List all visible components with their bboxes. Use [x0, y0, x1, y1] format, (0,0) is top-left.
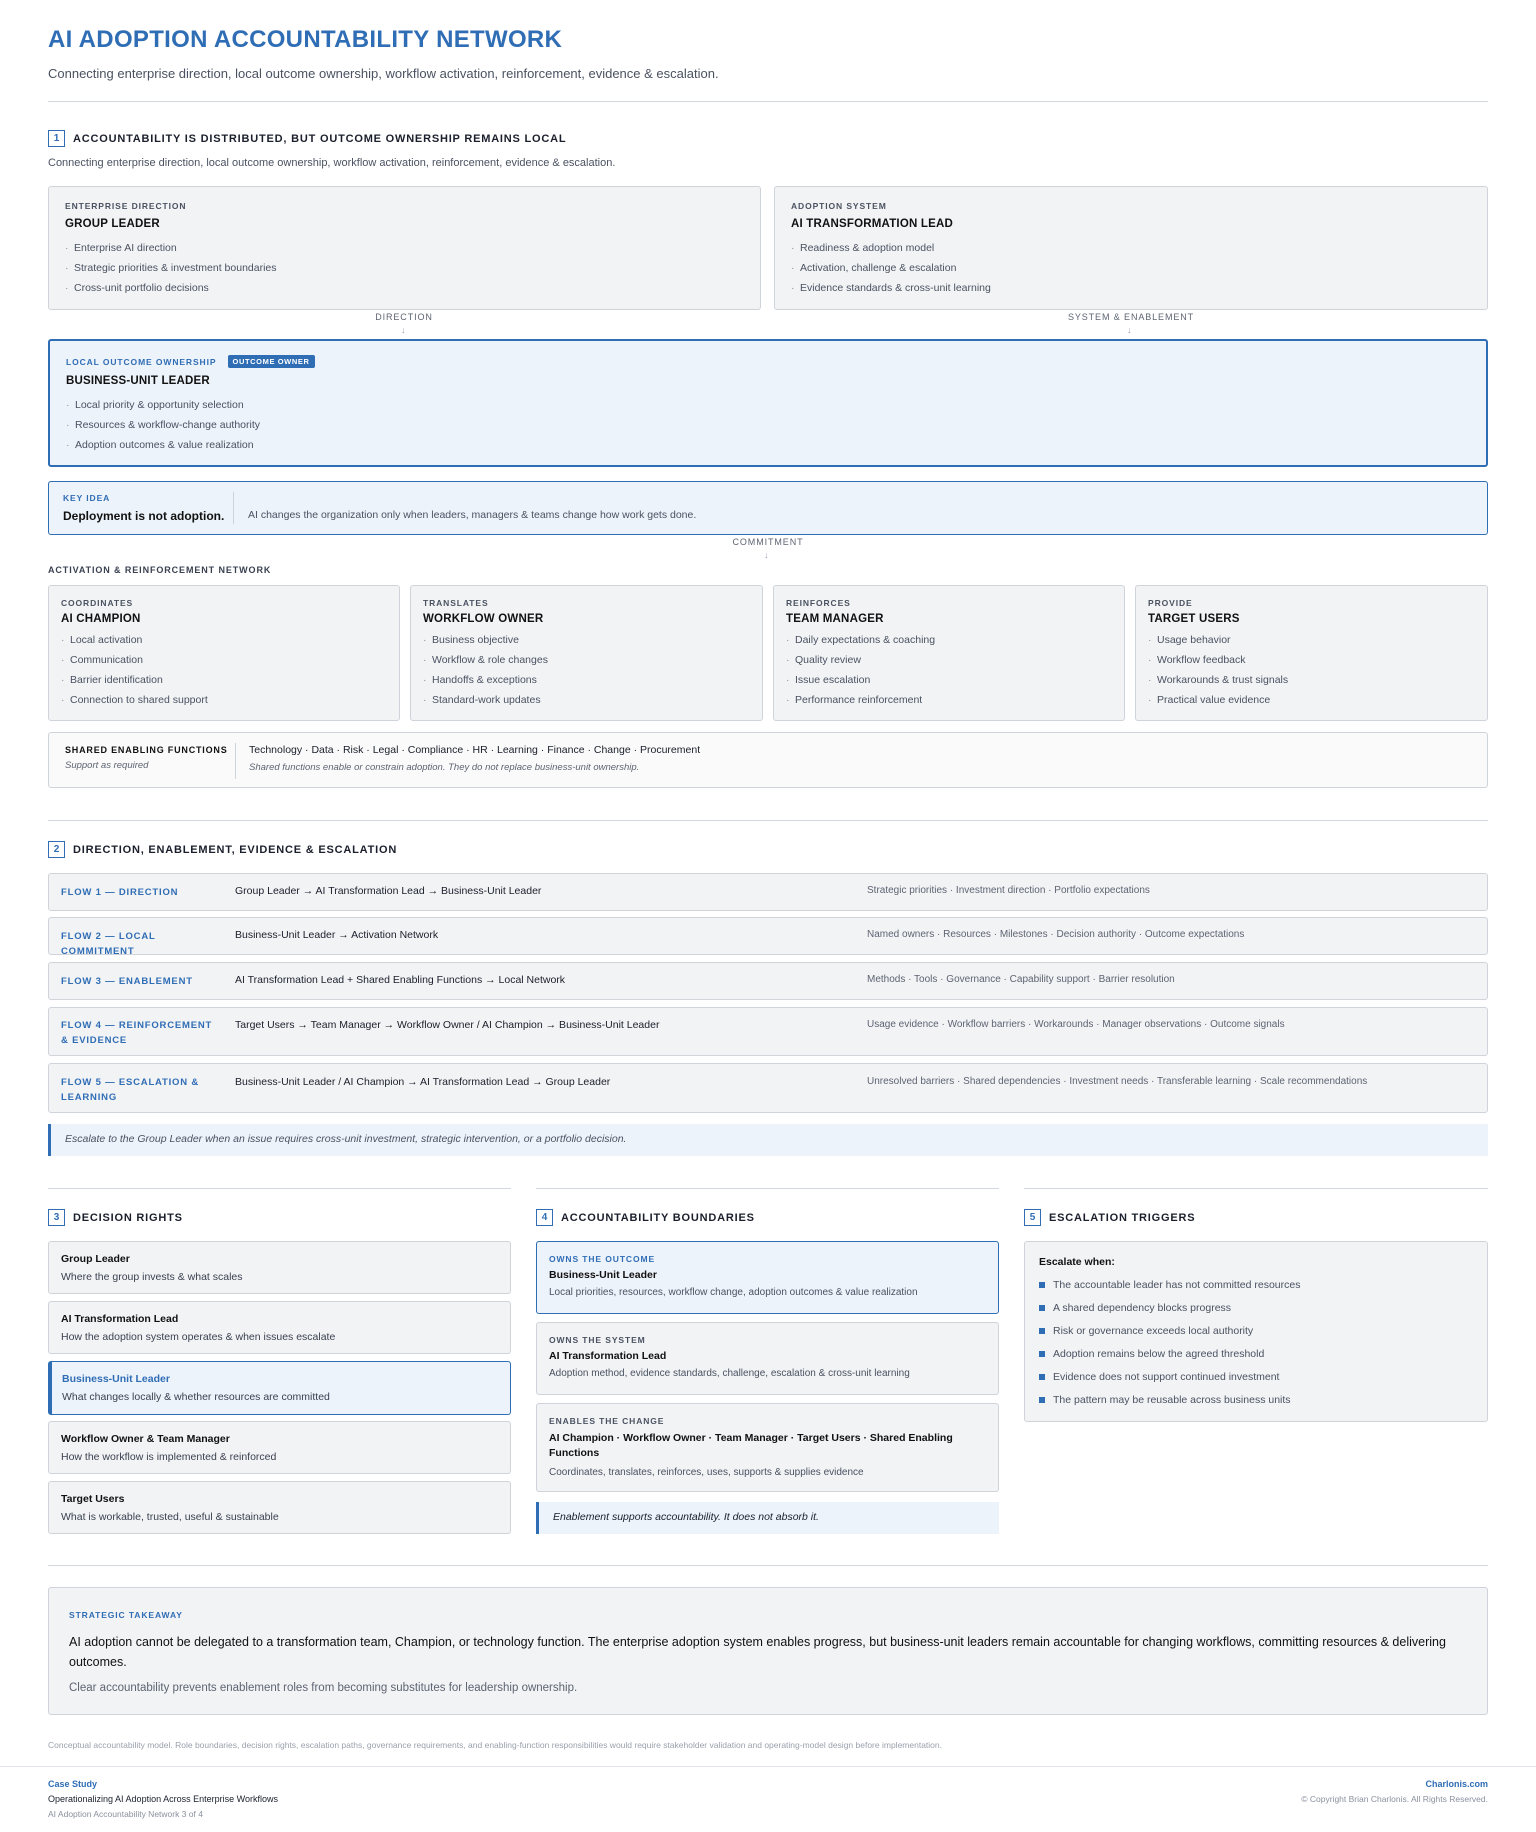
bullet-item: · Local activation	[61, 630, 208, 650]
boundary-eyebrow: OWNS THE OUTCOME	[549, 1254, 656, 1264]
bullet-item: · Activation, challenge & escalation	[791, 258, 991, 278]
bullet-item: · Communication	[61, 650, 208, 670]
bullet-item: · Standard-work updates	[423, 690, 548, 710]
strategic-takeaway-card	[48, 1587, 1488, 1715]
flow-path: AI Transformation Lead + Shared Enabling Functions → Local Network	[235, 974, 566, 986]
escalation-triggers-card	[1024, 1241, 1488, 1422]
trigger-item: Evidence does not support continued investment	[1039, 1366, 1300, 1389]
shared-title: SHARED ENABLING FUNCTIONS	[65, 745, 228, 755]
accent-bar	[49, 1362, 52, 1414]
takeaway-sub: Clear accountability prevents enablement roles from becoming substitutes for leadership ownership.	[69, 1682, 578, 1694]
section-number: 3	[48, 1209, 65, 1226]
bullet-item: · Adoption outcomes & value realization	[66, 435, 315, 455]
flow-path: Target Users → Team Manager → Workflow Owner / AI Champion → Business-Unit Leader	[235, 1019, 660, 1031]
bullet-item: · Business objective	[423, 630, 548, 650]
decision-right-title: AI Transformation Lead	[61, 1313, 179, 1325]
card-eyebrow: ENTERPRISE DIRECTION	[65, 201, 187, 211]
boundary-title: AI Champion · Workflow Owner · Team Manager · Target Users · Shared Enabling Functions	[549, 1432, 953, 1459]
flow-row	[48, 962, 1488, 1000]
card-bullets	[786, 630, 935, 710]
shared-list: Technology · Data · Risk · Legal · Compliance · HR · Learning · Finance · Change · Procurement	[249, 744, 701, 756]
boundary-eyebrow: ENABLES THE CHANGE	[549, 1416, 665, 1426]
key-idea-card	[48, 481, 1488, 535]
decision-right-card	[48, 1481, 511, 1534]
section-title: ACCOUNTABILITY IS DISTRIBUTED, BUT OUTCOME OWNERSHIP REMAINS LOCAL	[73, 132, 567, 145]
section-4-heading	[536, 1209, 755, 1226]
section-2-heading	[48, 841, 397, 858]
target-users-card	[1135, 585, 1488, 721]
trigger-item: Adoption remains below the agreed threshold	[1039, 1343, 1300, 1366]
divider	[48, 1565, 1488, 1566]
key-idea-text: AI changes the organization only when leaders, managers & teams change how work gets done.	[248, 509, 697, 521]
connector-label-commitment: COMMITMENT	[732, 537, 804, 547]
decision-right-card	[48, 1241, 511, 1294]
key-idea-eyebrow: KEY IDEA	[63, 493, 111, 503]
page-title: AI ADOPTION ACCOUNTABILITY NETWORK	[48, 26, 563, 53]
card-bullets	[61, 630, 208, 710]
workflow-owner-card	[410, 585, 763, 721]
decision-right-text: What changes locally & whether resources are committed	[62, 1391, 330, 1403]
boundary-title: Business-Unit Leader	[549, 1269, 657, 1281]
takeaway-text: AI adoption cannot be delegated to a transformation team, Champion, or technology function. The enterprise adoption system enables progress, but business-unit leaders remain accountable for changing workflows, committing resources & delivering outcomes.	[69, 1635, 1446, 1669]
divider	[48, 1188, 511, 1189]
card-title: AI CHAMPION	[61, 613, 141, 625]
key-idea-headline: Deployment is not adoption.	[63, 509, 225, 523]
card-bullets	[1148, 630, 1288, 710]
triggers-list	[1039, 1274, 1300, 1412]
footer-study: Operationalizing AI Adoption Across Enterprise Workflows	[48, 1794, 278, 1804]
arrow-down-icon: ↓	[401, 325, 406, 335]
boundary-text: Local priorities, resources, workflow change, adoption outcomes & value realization	[549, 1287, 918, 1298]
divider	[48, 820, 1488, 821]
decision-right-card	[48, 1421, 511, 1474]
decision-right-title: Workflow Owner & Team Manager	[61, 1433, 230, 1445]
network-label: ACTIVATION & REINFORCEMENT NETWORK	[48, 565, 272, 575]
bullet-item: · Issue escalation	[786, 670, 935, 690]
section-5-heading	[1024, 1209, 1195, 1226]
flow-path: Group Leader → AI Transformation Lead → Business-Unit Leader	[235, 885, 542, 897]
bullet-item: · Strategic priorities & investment boundaries	[65, 258, 277, 278]
page-subtitle: Connecting enterprise direction, local outcome ownership, workflow activation, reinforcement, evidence & escalation.	[48, 66, 719, 81]
flow-row	[48, 873, 1488, 911]
card-eyebrow: TRANSLATES	[423, 598, 489, 608]
flow-label: FLOW 2 — LOCAL COMMITMENT	[61, 931, 156, 957]
boundary-text: Coordinates, translates, reinforces, uses, supports & supplies evidence	[549, 1467, 864, 1478]
footer-right	[1301, 1779, 1488, 1804]
bullet-item: · Daily expectations & coaching	[786, 630, 935, 650]
flow-row	[48, 1007, 1488, 1056]
ai-champion-card	[48, 585, 400, 721]
connector-label-direction: DIRECTION	[375, 312, 433, 322]
card-title: TARGET USERS	[1148, 613, 1240, 625]
bullet-item: · Workflow feedback	[1148, 650, 1288, 670]
boundary-card-system	[536, 1322, 999, 1395]
flow-detail: Unresolved barriers · Shared dependencies · Investment needs · Transferable learning · Scale recommendations	[867, 1076, 1368, 1087]
boundary-title: AI Transformation Lead	[549, 1350, 667, 1362]
section-title: DECISION RIGHTS	[73, 1211, 183, 1224]
card-title: BUSINESS-UNIT LEADER	[66, 375, 210, 387]
footer-copyright: © Copyright Brian Charlonis. All Rights Reserved.	[1301, 1794, 1488, 1804]
arrow-down-icon: ↓	[1127, 325, 1132, 335]
disclaimer: Conceptual accountability model. Role boundaries, decision rights, escalation paths, governance requirements, and enabling-function responsibilities would require stakeholder validation and operating-model design before implementation.	[48, 1740, 942, 1750]
decision-right-text: How the adoption system operates & when issues escalate	[61, 1331, 336, 1343]
bullet-item: · Handoffs & exceptions	[423, 670, 548, 690]
card-eyebrow: PROVIDE	[1148, 598, 1193, 608]
group-leader-card	[48, 186, 761, 310]
shared-enabling-functions-card	[48, 732, 1488, 788]
boundary-card-outcome	[536, 1241, 999, 1314]
flow-label: FLOW 5 — ESCALATION & LEARNING	[61, 1077, 200, 1103]
flow-detail: Methods · Tools · Governance · Capability support · Barrier resolution	[867, 974, 1175, 985]
flow-detail: Strategic priorities · Investment direction · Portfolio expectations	[867, 885, 1150, 896]
flow-row	[48, 1063, 1488, 1113]
flow-row	[48, 917, 1488, 955]
bullet-item: · Workarounds & trust signals	[1148, 670, 1288, 690]
bullet-item: · Evidence standards & cross-unit learning	[791, 278, 991, 298]
shared-sub: Support as required	[65, 760, 149, 771]
card-title: AI TRANSFORMATION LEAD	[791, 218, 953, 230]
section-number: 2	[48, 841, 65, 858]
card-eyebrow-text: LOCAL OUTCOME OWNERSHIP	[66, 357, 217, 367]
bullet-item: · Enterprise AI direction	[65, 238, 277, 258]
card-bullets	[65, 238, 277, 298]
section-subtitle: Connecting enterprise direction, local outcome ownership, workflow activation, reinforcement, evidence & escalation.	[48, 157, 616, 169]
escalation-note: Escalate to the Group Leader when an issue requires cross-unit investment, strategic intervention, or a portfolio decision.	[48, 1124, 1488, 1156]
footer-label: Case Study	[48, 1779, 98, 1789]
section-title: DIRECTION, ENABLEMENT, EVIDENCE & ESCALATION	[73, 843, 398, 856]
takeaway-eyebrow: STRATEGIC TAKEAWAY	[69, 1610, 183, 1620]
footer-left	[48, 1779, 278, 1819]
bullet-item: · Cross-unit portfolio decisions	[65, 278, 277, 298]
card-title: GROUP LEADER	[65, 218, 160, 230]
trigger-item: Risk or governance exceeds local authority	[1039, 1320, 1300, 1343]
divider	[0, 1766, 1536, 1767]
outcome-owner-badge: OUTCOME OWNER	[228, 355, 315, 368]
bullet-item: · Local priority & opportunity selection	[66, 395, 315, 415]
decision-right-card-highlighted	[48, 1361, 511, 1415]
flow-path: Business-Unit Leader → Activation Network	[235, 929, 439, 941]
trigger-item: The pattern may be reusable across business units	[1039, 1389, 1300, 1412]
card-eyebrow: REINFORCES	[786, 598, 851, 608]
footer-site-link[interactable]: Charlonis.com	[1425, 1779, 1488, 1789]
team-manager-card	[773, 585, 1125, 721]
card-title: TEAM MANAGER	[786, 613, 884, 625]
decision-right-card	[48, 1301, 511, 1354]
decision-right-text: Where the group invests & what scales	[61, 1271, 243, 1283]
bullet-item: · Workflow & role changes	[423, 650, 548, 670]
divider	[235, 743, 236, 779]
boundary-card-change	[536, 1403, 999, 1492]
ai-transformation-lead-card	[774, 186, 1488, 310]
divider	[233, 492, 234, 524]
divider	[1024, 1188, 1488, 1189]
boundary-eyebrow: OWNS THE SYSTEM	[549, 1335, 646, 1345]
section-title: ACCOUNTABILITY BOUNDARIES	[561, 1211, 755, 1224]
flow-detail: Usage evidence · Workflow barriers · Workarounds · Manager observations · Outcome signals	[867, 1019, 1285, 1030]
flow-label: FLOW 3 — ENABLEMENT	[61, 976, 193, 987]
trigger-item: The accountable leader has not committed resources	[1039, 1274, 1300, 1297]
card-bullets	[791, 238, 991, 298]
bullet-item: · Resources & workflow-change authority	[66, 415, 315, 435]
arrow-down-icon: ↓	[764, 550, 769, 560]
business-unit-leader-card	[48, 339, 1488, 467]
boundary-text: Adoption method, evidence standards, challenge, escalation & cross-unit learning	[549, 1368, 910, 1379]
bullet-item: · Quality review	[786, 650, 935, 670]
bullet-item: · Usage behavior	[1148, 630, 1288, 650]
flow-label: FLOW 1 — DIRECTION	[61, 887, 179, 898]
bullet-item: · Connection to shared support	[61, 690, 208, 710]
card-bullets	[423, 630, 548, 710]
bullet-item: · Readiness & adoption model	[791, 238, 991, 258]
footer-page: AI Adoption Accountability Network 3 of 4	[48, 1809, 203, 1819]
section-number: 4	[536, 1209, 553, 1226]
card-eyebrow	[66, 355, 315, 368]
card-title: WORKFLOW OWNER	[423, 613, 544, 625]
decision-right-title: Group Leader	[61, 1253, 130, 1265]
divider	[48, 101, 1488, 102]
card-eyebrow: COORDINATES	[61, 598, 134, 608]
decision-right-text: What is workable, trusted, useful & sustainable	[61, 1511, 279, 1523]
card-eyebrow: ADOPTION SYSTEM	[791, 201, 887, 211]
section-number: 1	[48, 130, 65, 147]
connector-label-system: SYSTEM & ENABLEMENT	[1067, 312, 1195, 322]
shared-note: Shared functions enable or constrain adoption. They do not replace business-unit ownership.	[249, 762, 640, 773]
enablement-note: Enablement supports accountability. It does not absorb it.	[536, 1502, 999, 1534]
decision-right-title: Target Users	[61, 1493, 125, 1505]
bullet-item: · Practical value evidence	[1148, 690, 1288, 710]
section-title: ESCALATION TRIGGERS	[1049, 1211, 1196, 1224]
section-1-heading	[48, 130, 566, 147]
bullet-item: · Barrier identification	[61, 670, 208, 690]
card-bullets	[66, 395, 315, 455]
flow-detail: Named owners · Resources · Milestones · Decision authority · Outcome expectations	[867, 929, 1245, 940]
triggers-lead: Escalate when:	[1039, 1256, 1115, 1268]
section-number: 5	[1024, 1209, 1041, 1226]
trigger-item: A shared dependency blocks progress	[1039, 1297, 1300, 1320]
bullet-item: · Performance reinforcement	[786, 690, 935, 710]
flow-label: FLOW 4 — REINFORCEMENT & EVIDENCE	[61, 1020, 213, 1046]
decision-right-text: How the workflow is implemented & reinforced	[61, 1451, 277, 1463]
flow-path: Business-Unit Leader / AI Champion → AI Transformation Lead → Group Leader	[235, 1076, 611, 1088]
divider	[536, 1188, 999, 1189]
decision-right-title: Business-Unit Leader	[62, 1373, 170, 1385]
section-3-heading	[48, 1209, 183, 1226]
